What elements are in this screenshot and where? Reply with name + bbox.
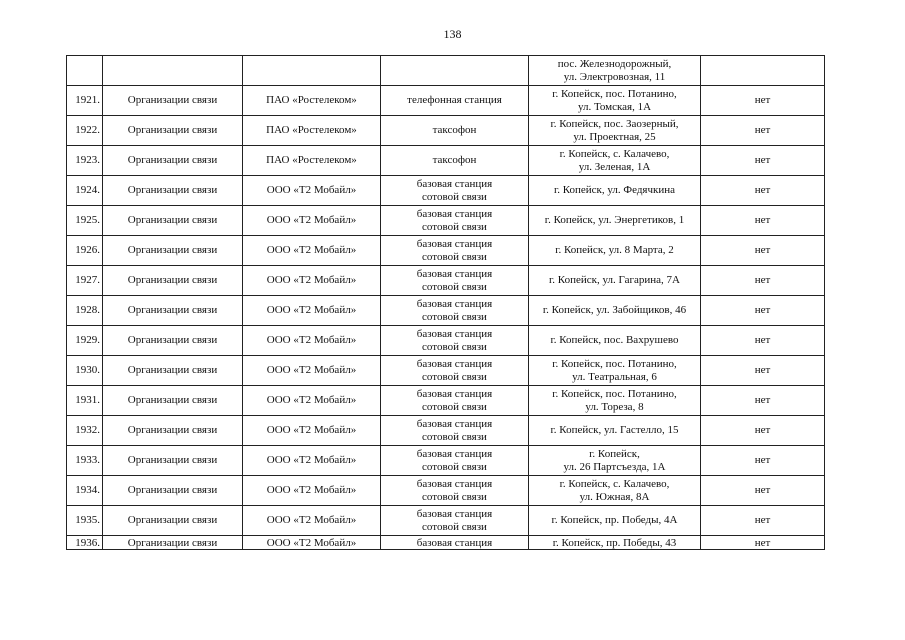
category-cell-line: Организации связи: [127, 536, 218, 549]
object-type-cell: [381, 206, 529, 236]
category-cell-line: Организации связи: [127, 274, 218, 287]
category-cell: [103, 326, 243, 356]
row-number-cell: [67, 86, 103, 116]
object-type-cell: [381, 386, 529, 416]
address-cell-line: г. Копейск, ул. Энергетиков, 1: [544, 214, 685, 227]
row-number-cell-line: 1936.: [75, 536, 100, 549]
table-row: [67, 86, 825, 116]
organization-cell: [243, 356, 381, 386]
table-row: [67, 356, 825, 386]
row-number-cell-line: 1935.: [75, 514, 100, 527]
object-type-cell: [381, 356, 529, 386]
status-cell-line: нет: [754, 94, 771, 107]
table-row: [67, 266, 825, 296]
address-cell-line: г. Копейск, с. Калачево,: [559, 478, 670, 490]
organization-cell-line: ПАО «Ростелеком»: [266, 124, 357, 137]
status-cell: [701, 536, 825, 550]
object-type-cell-line: базовая станция: [416, 388, 493, 400]
row-number-cell: [67, 506, 103, 536]
organization-cell: [243, 476, 381, 506]
status-cell: [701, 386, 825, 416]
address-cell: [529, 236, 701, 266]
category-cell: [103, 146, 243, 176]
address-cell: [529, 446, 701, 476]
category-cell-line: Организации связи: [127, 484, 218, 497]
status-cell: [701, 116, 825, 146]
table-row: [67, 236, 825, 266]
address-cell-line: г. Копейск, пос. Заозерный,: [550, 118, 679, 130]
organization-cell: [243, 416, 381, 446]
address-cell: [529, 476, 701, 506]
row-number-cell-line: 1922.: [75, 124, 100, 137]
organization-cell-line: ООО «Т2 Мобайл»: [266, 394, 357, 407]
row-number-cell: [67, 446, 103, 476]
row-number-cell: [67, 386, 103, 416]
row-number-cell-line: 1924.: [75, 184, 100, 197]
organization-cell-line: ООО «Т2 Мобайл»: [266, 184, 357, 197]
object-type-cell: [381, 296, 529, 326]
organization-cell: [243, 296, 381, 326]
object-type-cell-line: сотовой связи: [422, 400, 487, 413]
table-row: [67, 116, 825, 146]
organization-cell: [243, 116, 381, 146]
category-cell: [103, 206, 243, 236]
address-cell: [529, 86, 701, 116]
table-row: [67, 326, 825, 356]
category-cell-line: Организации связи: [127, 304, 218, 317]
status-cell-line: нет: [754, 274, 771, 287]
row-number-cell-line: 1926.: [75, 244, 100, 257]
status-cell: [701, 266, 825, 296]
address-cell: [529, 506, 701, 536]
object-type-cell-line: сотовой связи: [422, 430, 487, 443]
object-type-cell-line: таксофон: [432, 154, 477, 167]
status-cell: [701, 236, 825, 266]
object-type-cell-line: сотовой связи: [422, 280, 487, 293]
status-cell-line: нет: [754, 424, 771, 437]
object-type-cell-line: сотовой связи: [422, 220, 487, 233]
category-cell-line: Организации связи: [127, 214, 218, 227]
table-row: [67, 296, 825, 326]
organization-cell-line: ООО «Т2 Мобайл»: [266, 244, 357, 257]
status-cell-line: нет: [754, 154, 771, 167]
address-cell: [529, 176, 701, 206]
address-cell: [529, 116, 701, 146]
object-type-cell-line: базовая станция: [416, 508, 493, 520]
address-cell-line: г. Копейск, пос. Потанино,: [552, 358, 677, 370]
category-cell: [103, 506, 243, 536]
status-cell-line: нет: [754, 184, 771, 197]
table-row: [67, 416, 825, 446]
row-number-cell: [67, 296, 103, 326]
table-row: [67, 386, 825, 416]
address-cell-line: ул. Зеленая, 1А: [578, 160, 651, 173]
row-number-cell: [67, 176, 103, 206]
status-cell: [701, 356, 825, 386]
row-number-cell: [67, 116, 103, 146]
object-type-cell-line: базовая станция: [416, 208, 493, 220]
category-cell: [103, 176, 243, 206]
row-number-cell-line: 1934.: [75, 484, 100, 497]
organization-cell: [243, 56, 381, 86]
row-number-cell: [67, 206, 103, 236]
status-cell: [701, 296, 825, 326]
organization-cell-line: ООО «Т2 Мобайл»: [266, 514, 357, 527]
address-cell: [529, 416, 701, 446]
object-type-cell-line: базовая станция: [416, 536, 493, 549]
status-cell-line: нет: [754, 454, 771, 467]
table-row: [67, 446, 825, 476]
address-cell-line: ул. Томская, 1А: [577, 100, 652, 113]
row-number-cell: [67, 266, 103, 296]
address-cell-line: ул. Проектная, 25: [573, 130, 656, 143]
table-row: [67, 536, 825, 550]
object-type-cell-line: базовая станция: [416, 238, 493, 250]
status-cell-line: нет: [754, 394, 771, 407]
status-cell: [701, 476, 825, 506]
category-cell: [103, 86, 243, 116]
status-cell: [701, 86, 825, 116]
row-number-cell-line: 1923.: [75, 154, 100, 167]
status-cell-line: нет: [754, 304, 771, 317]
organization-cell: [243, 536, 381, 550]
object-type-cell-line: сотовой связи: [422, 190, 487, 203]
organization-cell: [243, 206, 381, 236]
object-type-cell: [381, 86, 529, 116]
object-type-cell: [381, 146, 529, 176]
object-type-cell-line: сотовой связи: [422, 310, 487, 323]
object-type-cell-line: сотовой связи: [422, 490, 487, 503]
organization-cell: [243, 386, 381, 416]
object-type-cell-line: базовая станция: [416, 178, 493, 190]
object-type-cell-line: базовая станция: [416, 418, 493, 430]
category-cell-line: Организации связи: [127, 154, 218, 167]
category-cell-line: Организации связи: [127, 394, 218, 407]
address-cell-line: ул. Южная, 8А: [579, 490, 650, 503]
object-type-cell-line: базовая станция: [416, 328, 493, 340]
table-row: [67, 56, 825, 86]
status-cell-line: нет: [754, 514, 771, 527]
status-cell-line: нет: [754, 334, 771, 347]
category-cell-line: Организации связи: [127, 334, 218, 347]
organization-cell: [243, 326, 381, 356]
category-cell: [103, 446, 243, 476]
object-type-cell: [381, 476, 529, 506]
address-cell-line: г. Копейск, пос. Потанино,: [552, 388, 677, 400]
category-cell: [103, 236, 243, 266]
address-cell-line: пос. Железнодорожный,: [557, 58, 672, 70]
address-cell-line: г. Копейск, ул. 8 Марта, 2: [555, 244, 674, 257]
category-cell: [103, 266, 243, 296]
object-type-cell: [381, 236, 529, 266]
status-cell: [701, 56, 825, 86]
table-row: [67, 506, 825, 536]
object-type-cell-line: сотовой связи: [422, 370, 487, 383]
category-cell: [103, 116, 243, 146]
table-row: [67, 476, 825, 506]
organization-cell: [243, 146, 381, 176]
status-cell: [701, 206, 825, 236]
object-type-cell: [381, 446, 529, 476]
object-type-cell-line: сотовой связи: [422, 460, 487, 473]
address-cell: [529, 326, 701, 356]
row-number-cell-line: 1928.: [75, 304, 100, 317]
row-number-cell: [67, 56, 103, 86]
category-cell-line: Организации связи: [127, 454, 218, 467]
status-cell-line: нет: [754, 484, 771, 497]
object-type-cell-line: сотовой связи: [422, 340, 487, 353]
row-number-cell: [67, 356, 103, 386]
organization-cell-line: ПАО «Ростелеком»: [266, 94, 357, 107]
organization-cell-line: ООО «Т2 Мобайл»: [266, 334, 357, 347]
organization-cell: [243, 266, 381, 296]
status-cell: [701, 446, 825, 476]
address-cell: [529, 56, 701, 86]
page-number: 138: [443, 27, 462, 41]
address-cell-line: г. Копейск, ул. Гагарина, 7А: [549, 274, 680, 287]
object-type-cell-line: телефонная станция: [407, 94, 502, 107]
category-cell-line: Организации связи: [127, 424, 218, 437]
status-cell: [701, 416, 825, 446]
status-cell-line: нет: [754, 244, 771, 257]
row-number-cell: [67, 146, 103, 176]
row-number-cell-line: 1933.: [75, 454, 100, 467]
address-cell-line: г. Копейск, пр. Победы, 4А: [551, 514, 678, 527]
status-cell-line: нет: [754, 124, 771, 137]
category-cell: [103, 296, 243, 326]
address-cell-line: г. Копейск, пос. Потанино,: [552, 88, 677, 100]
organization-cell-line: ООО «Т2 Мобайл»: [266, 214, 357, 227]
row-number-cell-line: 1931.: [75, 394, 100, 407]
category-cell: [103, 476, 243, 506]
object-type-cell-line: базовая станция: [416, 448, 493, 460]
category-cell-line: Организации связи: [127, 514, 218, 527]
row-number-cell-line: 1921.: [75, 94, 100, 107]
category-cell-line: Организации связи: [127, 364, 218, 377]
row-number-cell: [67, 536, 103, 550]
address-cell: [529, 386, 701, 416]
object-type-cell: [381, 506, 529, 536]
address-cell-line: г. Копейск, пос. Вахрушево: [550, 334, 679, 347]
row-number-cell: [67, 326, 103, 356]
organization-cell-line: ООО «Т2 Мобайл»: [266, 424, 357, 437]
address-cell-line: ул. Театральная, 6: [572, 370, 657, 383]
table-row: [67, 146, 825, 176]
category-cell: [103, 416, 243, 446]
organization-cell-line: ООО «Т2 Мобайл»: [266, 304, 357, 317]
organization-cell: [243, 86, 381, 116]
address-cell-line: г. Копейск, ул. Забойщиков, 46: [542, 304, 687, 317]
object-type-cell-line: сотовой связи: [422, 250, 487, 263]
table-row: [67, 176, 825, 206]
category-cell: [103, 356, 243, 386]
category-cell-line: Организации связи: [127, 124, 218, 137]
organization-cell: [243, 506, 381, 536]
row-number-cell-line: 1925.: [75, 214, 100, 227]
status-cell: [701, 326, 825, 356]
address-cell-line: ул. 26 Партсъезда, 1А: [563, 460, 666, 473]
organization-cell: [243, 176, 381, 206]
organization-cell-line: ООО «Т2 Мобайл»: [266, 536, 357, 549]
address-cell-line: г. Копейск, с. Калачево,: [559, 148, 670, 160]
organization-cell-line: ПАО «Ростелеком»: [266, 154, 357, 167]
address-cell-line: ул. Электровозная, 11: [563, 70, 666, 83]
row-number-cell: [67, 416, 103, 446]
category-cell: [103, 536, 243, 550]
status-cell-line: нет: [754, 364, 771, 377]
object-type-cell-line: базовая станция: [416, 268, 493, 280]
object-type-cell-line: базовая станция: [416, 298, 493, 310]
object-type-cell-line: сотовой связи: [422, 520, 487, 533]
table-body: [67, 56, 825, 550]
address-cell-line: г. Копейск, ул. Гастелло, 15: [550, 424, 679, 437]
status-cell: [701, 146, 825, 176]
object-type-cell-line: таксофон: [432, 124, 477, 137]
row-number-cell-line: 1927.: [75, 274, 100, 287]
row-number-cell: [67, 476, 103, 506]
address-cell-line: г. Копейск, пр. Победы, 43: [552, 536, 677, 549]
address-cell-line: г. Копейск,: [589, 448, 640, 460]
organization-cell: [243, 446, 381, 476]
organization-cell-line: ООО «Т2 Мобайл»: [266, 484, 357, 497]
object-type-cell-line: базовая станция: [416, 358, 493, 370]
row-number-cell-line: 1932.: [75, 424, 100, 437]
address-cell: [529, 206, 701, 236]
address-cell: [529, 266, 701, 296]
category-cell: [103, 386, 243, 416]
object-type-cell: [381, 536, 529, 550]
object-type-cell: [381, 116, 529, 146]
object-type-cell: [381, 416, 529, 446]
address-cell: [529, 356, 701, 386]
object-type-cell: [381, 266, 529, 296]
organization-cell: [243, 236, 381, 266]
category-cell-line: Организации связи: [127, 94, 218, 107]
object-type-cell: [381, 326, 529, 356]
address-cell: [529, 146, 701, 176]
organization-cell-line: ООО «Т2 Мобайл»: [266, 454, 357, 467]
organization-cell-line: ООО «Т2 Мобайл»: [266, 364, 357, 377]
row-number-cell-line: 1930.: [75, 364, 100, 377]
status-cell-line: нет: [754, 214, 771, 227]
address-cell: [529, 536, 701, 550]
object-type-cell-line: базовая станция: [416, 478, 493, 490]
address-cell-line: г. Копейск, ул. Федячкина: [553, 184, 676, 197]
objects-table: [66, 55, 825, 550]
row-number-cell-line: 1929.: [75, 334, 100, 347]
status-cell-line: нет: [754, 536, 771, 549]
object-type-cell: [381, 176, 529, 206]
address-cell: [529, 296, 701, 326]
table-row: [67, 206, 825, 236]
status-cell: [701, 506, 825, 536]
object-type-cell: [381, 56, 529, 86]
address-cell-line: ул. Тореза, 8: [585, 400, 644, 413]
category-cell-line: Организации связи: [127, 244, 218, 257]
category-cell-line: Организации связи: [127, 184, 218, 197]
organization-cell-line: ООО «Т2 Мобайл»: [266, 274, 357, 287]
category-cell: [103, 56, 243, 86]
row-number-cell: [67, 236, 103, 266]
status-cell: [701, 176, 825, 206]
